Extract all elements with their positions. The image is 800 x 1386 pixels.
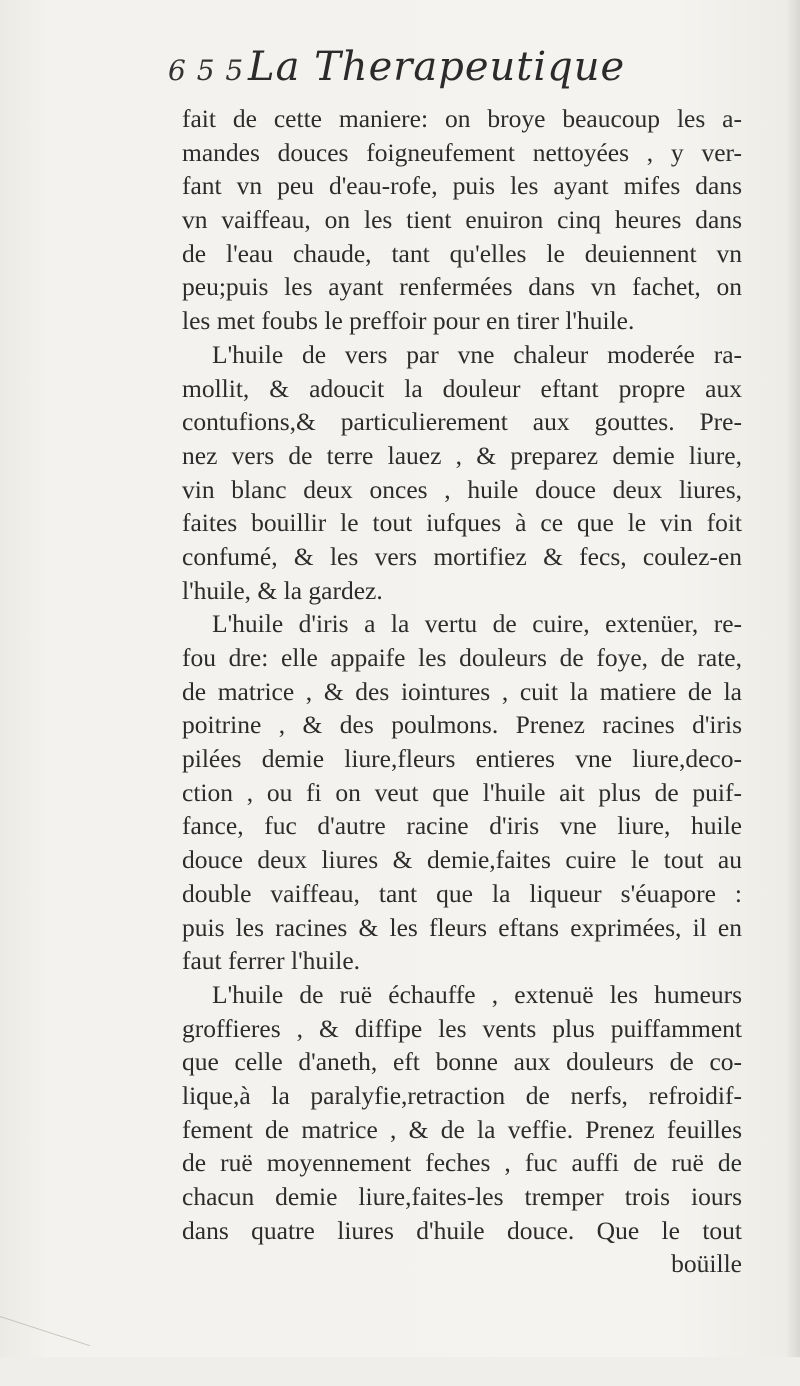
text-line: ction , ou fi on veut que l'huile ait plus de puif- (182, 777, 742, 807)
text-line: nez vers de terre lauez , & preparez demie liure, (182, 440, 742, 470)
text-line: peu;puis les ayant renfermées dans vn fachet, on (182, 272, 742, 302)
text-line: que celle d'aneth, eft bonne aux douleurs de co- (182, 1047, 742, 1077)
text-line: fance, fuc d'autre racine d'iris vne liure, huile (182, 811, 742, 841)
text-line: puis les racines & les fleurs eftans exprimées, il en (182, 912, 742, 942)
text-line: confumé, & les vers mortifiez & fecs, coulez-en (182, 541, 742, 571)
text-line: pilées demie liure,fleurs entieres vne liure,deco- (182, 744, 742, 774)
running-title: La Therapeutique (248, 44, 626, 90)
text-line: fait de cette maniere: on broye beaucoup les a- (182, 104, 742, 133)
text-line: faut ferrer l'huile. (182, 946, 361, 976)
text-line: contufions,& particulierement aux gouttes. Pre- (182, 407, 742, 437)
text-line: fant vn peu d'eau-rofe, puis les ayant mifes dans (182, 171, 742, 201)
text-line: de l'eau chaude, tant qu'elles le deuiennent vn (182, 238, 742, 268)
text-line: dans quatre liures d'huile douce. Que le tout (182, 1215, 742, 1245)
text-line: L'huile de vers par vne chaleur moderée ra- (212, 339, 742, 369)
text-line: faites bouillir le tout iufques à ce que le vin foit (182, 508, 742, 538)
text-line: les met foubs le preffoir pour en tirer l'huile. (182, 306, 635, 336)
page-number: 6 5 5 (168, 54, 245, 87)
text-line: de ruë moyennement feches , fuc auffi de ruë de (182, 1148, 742, 1178)
text-line: chacun demie liure,faites-les tremper trois iours (182, 1182, 742, 1211)
text-line: vin blanc deux onces , huile douce deux liures, (182, 474, 742, 504)
body-text (182, 102, 742, 1281)
text-line: mollit, & adoucit la douleur eftant propre aux (182, 373, 742, 403)
text-line: double vaiffeau, tant que la liqueur s'éuapore : (182, 878, 742, 908)
text-line: l'huile, & la gardez. (182, 575, 383, 605)
text-line: mandes douces foigneufement nettoyées , y ver- (182, 137, 742, 167)
text-line: de matrice , & des iointures , cuit la matiere de la (182, 676, 742, 706)
text-line: boüille (671, 1249, 742, 1279)
page-header (168, 44, 728, 100)
page-edge-shadow (786, 0, 800, 1357)
text-line: L'huile d'iris a la vertu de cuire, extenüer, re- (212, 609, 742, 639)
text-line: groffieres , & diffipe les vents plus puiffamment (182, 1013, 742, 1043)
text-line: douce deux liures & demie,faites cuire le tout au (182, 845, 742, 875)
text-line: L'huile de ruë échauffe , extenuë les humeurs (212, 979, 742, 1009)
text-line: poitrine , & des poulmons. Prenez racines d'iris (182, 710, 742, 740)
text-line: fement de matrice , & de la veffie. Prenez feuilles (182, 1114, 742, 1144)
page-corner-crease (0, 1316, 90, 1386)
text-line: vn vaiffeau, on les tient enuiron cinq heures dans (182, 205, 742, 235)
text-line: fou dre: elle appaife les douleurs de foye, de rate, (182, 643, 742, 672)
text-line: lique,à la paralyfie,retraction de nerfs, refroidif- (182, 1080, 742, 1110)
